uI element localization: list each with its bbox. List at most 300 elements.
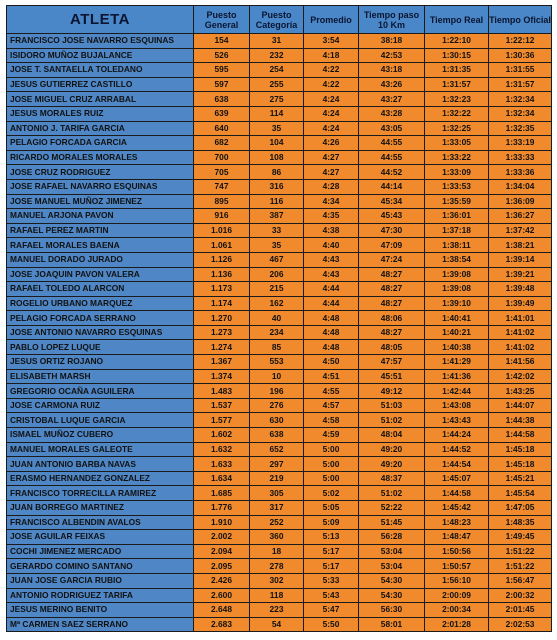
table-row bbox=[7, 486, 552, 501]
official-time-cell: 1:31:55 bbox=[489, 63, 552, 78]
athlete-name-cell: JOSE CARMONA RUIZ bbox=[7, 398, 194, 413]
category-position-cell: 302 bbox=[250, 573, 304, 588]
category-position-cell: 275 bbox=[250, 92, 304, 107]
average-pace-cell: 3:54 bbox=[304, 34, 359, 49]
official-time-cell: 1:41:02 bbox=[489, 340, 552, 355]
average-pace-cell: 4:48 bbox=[304, 325, 359, 340]
table-row bbox=[7, 223, 552, 238]
category-position-cell: 31 bbox=[250, 34, 304, 49]
athlete-name-cell: JESUS GUTIERREZ CASTILLO bbox=[7, 77, 194, 92]
split-time-cell: 43:18 bbox=[359, 63, 425, 78]
general-position-cell: 2.002 bbox=[194, 530, 250, 545]
table-row bbox=[7, 398, 552, 413]
real-time-cell: 1:39:10 bbox=[425, 296, 489, 311]
average-pace-cell: 4:57 bbox=[304, 398, 359, 413]
general-position-cell: 1.136 bbox=[194, 267, 250, 282]
real-time-cell: 1:35:59 bbox=[425, 194, 489, 209]
average-pace-cell: 5:47 bbox=[304, 603, 359, 618]
average-pace-cell: 4:50 bbox=[304, 355, 359, 370]
general-position-cell: 1.632 bbox=[194, 442, 250, 457]
official-time-cell: 1:42:02 bbox=[489, 369, 552, 384]
real-time-cell: 1:56:10 bbox=[425, 573, 489, 588]
category-position-cell: 116 bbox=[250, 194, 304, 209]
table-row bbox=[7, 603, 552, 618]
split-time-cell: 54:30 bbox=[359, 588, 425, 603]
table-row bbox=[7, 530, 552, 545]
real-time-cell: 1:44:54 bbox=[425, 457, 489, 472]
table-row bbox=[7, 515, 552, 530]
general-position-cell: 1.483 bbox=[194, 384, 250, 399]
athlete-name-cell: JOSE CRUZ RODRIGUEZ bbox=[7, 165, 194, 180]
general-position-cell: 1.776 bbox=[194, 501, 250, 516]
category-position-cell: 387 bbox=[250, 209, 304, 224]
table-row bbox=[7, 267, 552, 282]
official-time-cell: 1:47:05 bbox=[489, 501, 552, 516]
table-row bbox=[7, 573, 552, 588]
category-position-cell: 219 bbox=[250, 471, 304, 486]
official-time-cell: 2:00:32 bbox=[489, 588, 552, 603]
average-pace-cell: 5:33 bbox=[304, 573, 359, 588]
category-position-cell: 33 bbox=[250, 223, 304, 238]
split-time-cell: 48:27 bbox=[359, 267, 425, 282]
general-position-cell: 916 bbox=[194, 209, 250, 224]
athlete-name-cell: ERASMO HERNANDEZ GONZALEZ bbox=[7, 471, 194, 486]
results-table bbox=[6, 5, 552, 632]
split-time-cell: 51:45 bbox=[359, 515, 425, 530]
average-pace-cell: 4:55 bbox=[304, 384, 359, 399]
general-position-cell: 1.273 bbox=[194, 325, 250, 340]
real-time-cell: 1:33:05 bbox=[425, 136, 489, 151]
athlete-name-cell: JOSE RAFAEL NAVARRO ESQUINAS bbox=[7, 179, 194, 194]
official-time-cell: 1:48:35 bbox=[489, 515, 552, 530]
average-pace-cell: 4:34 bbox=[304, 194, 359, 209]
table-row bbox=[7, 165, 552, 180]
official-time-cell: 1:32:35 bbox=[489, 121, 552, 136]
split-time-cell: 54:30 bbox=[359, 573, 425, 588]
average-pace-cell: 4:59 bbox=[304, 428, 359, 443]
athlete-name-cell: PELAGIO FORCADA GARCIA bbox=[7, 136, 194, 151]
general-position-cell: 2.683 bbox=[194, 617, 250, 632]
general-position-cell: 639 bbox=[194, 106, 250, 121]
athlete-name-cell: Mª CARMEN SAEZ SERRANO bbox=[7, 617, 194, 632]
athlete-name-cell: JUAN JOSE GARCIA RUBIO bbox=[7, 573, 194, 588]
split-time-cell: 47:09 bbox=[359, 238, 425, 253]
real-time-cell: 1:36:01 bbox=[425, 209, 489, 224]
athlete-name-cell: RICARDO MORALES MORALES bbox=[7, 150, 194, 165]
official-time-cell: 1:39:21 bbox=[489, 267, 552, 282]
category-position-cell: 254 bbox=[250, 63, 304, 78]
split-time-cell: 51:03 bbox=[359, 398, 425, 413]
table-row bbox=[7, 559, 552, 574]
split-time-cell: 51:02 bbox=[359, 486, 425, 501]
table-row bbox=[7, 325, 552, 340]
athlete-name-cell: RAFAEL PEREZ MARTIN bbox=[7, 223, 194, 238]
real-time-cell: 1:32:22 bbox=[425, 106, 489, 121]
table-row bbox=[7, 369, 552, 384]
average-pace-cell: 4:27 bbox=[304, 165, 359, 180]
table-row bbox=[7, 209, 552, 224]
average-pace-cell: 4:44 bbox=[304, 282, 359, 297]
average-pace-cell: 4:51 bbox=[304, 369, 359, 384]
general-position-cell: 1.577 bbox=[194, 413, 250, 428]
official-time-cell: 1:51:22 bbox=[489, 544, 552, 559]
official-time-cell: 1:30:36 bbox=[489, 48, 552, 63]
split-time-cell: 49:20 bbox=[359, 457, 425, 472]
average-pace-cell: 5:02 bbox=[304, 486, 359, 501]
category-position-cell: 278 bbox=[250, 559, 304, 574]
official-time-cell: 1:36:09 bbox=[489, 194, 552, 209]
athlete-column-header: ATLETA bbox=[7, 6, 194, 34]
real-time-cell: 1:45:42 bbox=[425, 501, 489, 516]
general-position-cell: 2.648 bbox=[194, 603, 250, 618]
athlete-name-cell: JESUS ORTIZ ROJANO bbox=[7, 355, 194, 370]
split-time-cell: 56:30 bbox=[359, 603, 425, 618]
real-time-cell: 1:32:23 bbox=[425, 92, 489, 107]
general-position-cell: 700 bbox=[194, 150, 250, 165]
split-time-cell: 45:51 bbox=[359, 369, 425, 384]
category-position-cell: 118 bbox=[250, 588, 304, 603]
general-position-cell: 1.633 bbox=[194, 457, 250, 472]
category-position-cell: 54 bbox=[250, 617, 304, 632]
category-position-cell: 223 bbox=[250, 603, 304, 618]
real-time-cell: 1:48:23 bbox=[425, 515, 489, 530]
split-time-cell: 48:27 bbox=[359, 282, 425, 297]
athlete-name-cell: ANTONIO J. TARIFA GARCIA bbox=[7, 121, 194, 136]
athlete-name-cell: FRANCISCO JOSE NAVARRO ESQUINAS bbox=[7, 34, 194, 49]
average-pace-cell: 4:26 bbox=[304, 136, 359, 151]
table-row bbox=[7, 92, 552, 107]
general-position-cell: 1.367 bbox=[194, 355, 250, 370]
table-row bbox=[7, 150, 552, 165]
average-pace-cell: 4:43 bbox=[304, 252, 359, 267]
table-row bbox=[7, 413, 552, 428]
general-position-cell: 597 bbox=[194, 77, 250, 92]
real-time-cell: 1:42:44 bbox=[425, 384, 489, 399]
table-row bbox=[7, 34, 552, 49]
official-time-cell: 1:31:57 bbox=[489, 77, 552, 92]
table-row bbox=[7, 544, 552, 559]
real-time-cell: 1:31:35 bbox=[425, 63, 489, 78]
real-time-cell: 1:43:43 bbox=[425, 413, 489, 428]
category-position-cell: 35 bbox=[250, 238, 304, 253]
table-row bbox=[7, 282, 552, 297]
split-time-cell: 43:05 bbox=[359, 121, 425, 136]
general-position-cell: 154 bbox=[194, 34, 250, 49]
athlete-name-cell: MANUEL MORALES GALEOTE bbox=[7, 442, 194, 457]
split-time-cell: 47:57 bbox=[359, 355, 425, 370]
table-row bbox=[7, 121, 552, 136]
athlete-name-cell: ROGELIO URBANO MARQUEZ bbox=[7, 296, 194, 311]
real-time-cell: 1:33:53 bbox=[425, 179, 489, 194]
athlete-name-cell: PABLO LOPEZ LUQUE bbox=[7, 340, 194, 355]
athlete-name-cell: JOSE AGUILAR FEIXAS bbox=[7, 530, 194, 545]
general-position-cell: 895 bbox=[194, 194, 250, 209]
average-pace-cell: 4:35 bbox=[304, 209, 359, 224]
athlete-name-cell: JOSE T. SANTAELLA TOLEDANO bbox=[7, 63, 194, 78]
split-time-column-header: Tiempo paso 10 Km bbox=[359, 6, 425, 34]
official-time-cell: 1:39:14 bbox=[489, 252, 552, 267]
table-row bbox=[7, 340, 552, 355]
official-time-cell: 1:39:49 bbox=[489, 296, 552, 311]
average-column-header: Promedio bbox=[304, 6, 359, 34]
official-time-cell: 2:01:45 bbox=[489, 603, 552, 618]
average-pace-cell: 5:05 bbox=[304, 501, 359, 516]
general-position-cell: 1.634 bbox=[194, 471, 250, 486]
table-row bbox=[7, 106, 552, 121]
general-position-cell: 682 bbox=[194, 136, 250, 151]
category-position-cell: 638 bbox=[250, 428, 304, 443]
official-time-cell: 1:45:18 bbox=[489, 442, 552, 457]
table-row bbox=[7, 63, 552, 78]
category-position-cell: 40 bbox=[250, 311, 304, 326]
general-position-cell: 1.174 bbox=[194, 296, 250, 311]
general-position-cell: 1.685 bbox=[194, 486, 250, 501]
average-pace-cell: 4:24 bbox=[304, 121, 359, 136]
athlete-name-cell: GERARDO COMINO SANTANO bbox=[7, 559, 194, 574]
table-row bbox=[7, 442, 552, 457]
split-time-cell: 45:43 bbox=[359, 209, 425, 224]
split-time-cell: 49:12 bbox=[359, 384, 425, 399]
official-time-cell: 1:34:04 bbox=[489, 179, 552, 194]
real-time-cell: 1:38:54 bbox=[425, 252, 489, 267]
split-time-cell: 44:14 bbox=[359, 179, 425, 194]
real-time-cell: 1:43:08 bbox=[425, 398, 489, 413]
average-pace-cell: 4:48 bbox=[304, 311, 359, 326]
split-time-cell: 58:01 bbox=[359, 617, 425, 632]
real-time-cell: 1:37:18 bbox=[425, 223, 489, 238]
official-time-cell: 1:51:22 bbox=[489, 559, 552, 574]
split-time-cell: 48:04 bbox=[359, 428, 425, 443]
real-time-cell: 1:45:07 bbox=[425, 471, 489, 486]
general-position-cell: 1.274 bbox=[194, 340, 250, 355]
general-position-cell: 1.270 bbox=[194, 311, 250, 326]
general-position-cell: 1.910 bbox=[194, 515, 250, 530]
average-pace-cell: 4:48 bbox=[304, 340, 359, 355]
official-time-cell: 1:45:21 bbox=[489, 471, 552, 486]
official-time-cell: 1:44:58 bbox=[489, 428, 552, 443]
general-position-cell: 1.173 bbox=[194, 282, 250, 297]
split-time-cell: 43:26 bbox=[359, 77, 425, 92]
official-time-cell: 1:32:34 bbox=[489, 92, 552, 107]
category-position-cell: 108 bbox=[250, 150, 304, 165]
official-time-cell: 1:49:45 bbox=[489, 530, 552, 545]
average-pace-cell: 4:44 bbox=[304, 296, 359, 311]
category-position-cell: 652 bbox=[250, 442, 304, 457]
category-position-cell: 215 bbox=[250, 282, 304, 297]
category-position-cell: 35 bbox=[250, 121, 304, 136]
general-position-cell: 1.126 bbox=[194, 252, 250, 267]
official-time-cell: 1:33:33 bbox=[489, 150, 552, 165]
official-time-cell: 1:43:25 bbox=[489, 384, 552, 399]
general-position-column-header: Puesto General bbox=[194, 6, 250, 34]
category-position-cell: 255 bbox=[250, 77, 304, 92]
general-position-cell: 2.095 bbox=[194, 559, 250, 574]
split-time-cell: 44:52 bbox=[359, 165, 425, 180]
general-position-cell: 2.094 bbox=[194, 544, 250, 559]
general-position-cell: 1.061 bbox=[194, 238, 250, 253]
real-time-cell: 1:31:57 bbox=[425, 77, 489, 92]
general-position-cell: 705 bbox=[194, 165, 250, 180]
real-time-cell: 1:44:52 bbox=[425, 442, 489, 457]
athlete-name-cell: JOSE JOAQUIN PAVON VALERA bbox=[7, 267, 194, 282]
category-position-cell: 297 bbox=[250, 457, 304, 472]
category-position-cell: 86 bbox=[250, 165, 304, 180]
table-row bbox=[7, 238, 552, 253]
general-position-cell: 1.374 bbox=[194, 369, 250, 384]
real-time-column-header: Tiempo Real bbox=[425, 6, 489, 34]
athlete-name-cell: MANUEL ARJONA PAVON bbox=[7, 209, 194, 224]
split-time-cell: 43:27 bbox=[359, 92, 425, 107]
average-pace-cell: 4:28 bbox=[304, 179, 359, 194]
real-time-cell: 1:44:24 bbox=[425, 428, 489, 443]
real-time-cell: 1:32:25 bbox=[425, 121, 489, 136]
split-time-cell: 44:55 bbox=[359, 136, 425, 151]
category-position-cell: 305 bbox=[250, 486, 304, 501]
split-time-cell: 48:05 bbox=[359, 340, 425, 355]
table-row bbox=[7, 428, 552, 443]
header-row bbox=[7, 6, 552, 34]
category-position-cell: 360 bbox=[250, 530, 304, 545]
table-row bbox=[7, 179, 552, 194]
category-position-column-header: Puesto Categoría bbox=[250, 6, 304, 34]
category-position-cell: 10 bbox=[250, 369, 304, 384]
split-time-cell: 42:53 bbox=[359, 48, 425, 63]
average-pace-cell: 4:40 bbox=[304, 238, 359, 253]
real-time-cell: 1:40:21 bbox=[425, 325, 489, 340]
category-position-cell: 114 bbox=[250, 106, 304, 121]
average-pace-cell: 4:24 bbox=[304, 92, 359, 107]
split-time-cell: 48:37 bbox=[359, 471, 425, 486]
average-pace-cell: 4:27 bbox=[304, 150, 359, 165]
official-time-cell: 1:44:38 bbox=[489, 413, 552, 428]
average-pace-cell: 5:00 bbox=[304, 442, 359, 457]
category-position-cell: 104 bbox=[250, 136, 304, 151]
official-time-cell: 2:02:53 bbox=[489, 617, 552, 632]
split-time-cell: 48:27 bbox=[359, 296, 425, 311]
split-time-cell: 49:20 bbox=[359, 442, 425, 457]
table-row bbox=[7, 355, 552, 370]
real-time-cell: 1:39:08 bbox=[425, 282, 489, 297]
athlete-name-cell: PELAGIO FORCADA SERRANO bbox=[7, 311, 194, 326]
real-time-cell: 2:01:28 bbox=[425, 617, 489, 632]
athlete-name-cell: JUAN BORREGO MARTINEZ bbox=[7, 501, 194, 516]
real-time-cell: 1:50:57 bbox=[425, 559, 489, 574]
athlete-name-cell: ISIDORO MUÑOZ BUJALANCE bbox=[7, 48, 194, 63]
split-time-cell: 47:30 bbox=[359, 223, 425, 238]
official-time-column-header: Tiempo Oficial bbox=[489, 6, 552, 34]
athlete-name-cell: JOSE MIGUEL CRUZ ARRABAL bbox=[7, 92, 194, 107]
athlete-name-cell: MANUEL DORADO JURADO bbox=[7, 252, 194, 267]
athlete-name-cell: ELISABETH MARSH bbox=[7, 369, 194, 384]
table-row bbox=[7, 48, 552, 63]
real-time-cell: 1:33:09 bbox=[425, 165, 489, 180]
category-position-cell: 467 bbox=[250, 252, 304, 267]
split-time-cell: 53:04 bbox=[359, 559, 425, 574]
real-time-cell: 1:41:29 bbox=[425, 355, 489, 370]
real-time-cell: 1:30:15 bbox=[425, 48, 489, 63]
category-position-cell: 252 bbox=[250, 515, 304, 530]
general-position-cell: 1.537 bbox=[194, 398, 250, 413]
category-position-cell: 162 bbox=[250, 296, 304, 311]
table-row bbox=[7, 194, 552, 209]
average-pace-cell: 5:17 bbox=[304, 559, 359, 574]
average-pace-cell: 5:09 bbox=[304, 515, 359, 530]
table-row bbox=[7, 296, 552, 311]
average-pace-cell: 4:22 bbox=[304, 77, 359, 92]
official-time-cell: 1:45:54 bbox=[489, 486, 552, 501]
official-time-cell: 1:37:42 bbox=[489, 223, 552, 238]
official-time-cell: 1:44:07 bbox=[489, 398, 552, 413]
athlete-name-cell: GREGORIO OCAÑA AGUILERA bbox=[7, 384, 194, 399]
split-time-cell: 47:24 bbox=[359, 252, 425, 267]
table-row bbox=[7, 384, 552, 399]
category-position-cell: 85 bbox=[250, 340, 304, 355]
athlete-name-cell: FRANCISCO TORRECILLA RAMIREZ bbox=[7, 486, 194, 501]
results-body bbox=[7, 34, 552, 632]
split-time-cell: 51:02 bbox=[359, 413, 425, 428]
average-pace-cell: 4:58 bbox=[304, 413, 359, 428]
category-position-cell: 553 bbox=[250, 355, 304, 370]
official-time-cell: 1:33:19 bbox=[489, 136, 552, 151]
general-position-cell: 2.426 bbox=[194, 573, 250, 588]
general-position-cell: 595 bbox=[194, 63, 250, 78]
table-row bbox=[7, 252, 552, 267]
real-time-cell: 1:40:38 bbox=[425, 340, 489, 355]
average-pace-cell: 4:24 bbox=[304, 106, 359, 121]
official-time-cell: 1:41:56 bbox=[489, 355, 552, 370]
split-time-cell: 48:06 bbox=[359, 311, 425, 326]
average-pace-cell: 5:50 bbox=[304, 617, 359, 632]
athlete-name-cell: JOSE ANTONIO NAVARRO ESQUINAS bbox=[7, 325, 194, 340]
split-time-cell: 38:18 bbox=[359, 34, 425, 49]
official-time-cell: 1:32:34 bbox=[489, 106, 552, 121]
table-row bbox=[7, 77, 552, 92]
split-time-cell: 44:55 bbox=[359, 150, 425, 165]
split-time-cell: 45:34 bbox=[359, 194, 425, 209]
athlete-name-cell: RAFAEL MORALES BAENA bbox=[7, 238, 194, 253]
category-position-cell: 196 bbox=[250, 384, 304, 399]
athlete-name-cell: COCHI JIMENEZ MERCADO bbox=[7, 544, 194, 559]
average-pace-cell: 4:38 bbox=[304, 223, 359, 238]
general-position-cell: 638 bbox=[194, 92, 250, 107]
split-time-cell: 43:28 bbox=[359, 106, 425, 121]
average-pace-cell: 5:17 bbox=[304, 544, 359, 559]
general-position-cell: 747 bbox=[194, 179, 250, 194]
average-pace-cell: 5:13 bbox=[304, 530, 359, 545]
official-time-cell: 1:41:02 bbox=[489, 325, 552, 340]
official-time-cell: 1:56:47 bbox=[489, 573, 552, 588]
general-position-cell: 640 bbox=[194, 121, 250, 136]
general-position-cell: 526 bbox=[194, 48, 250, 63]
athlete-name-cell: ANTONIO RODRIGUEZ TARIFA bbox=[7, 588, 194, 603]
real-time-cell: 1:41:36 bbox=[425, 369, 489, 384]
average-pace-cell: 4:18 bbox=[304, 48, 359, 63]
average-pace-cell: 5:00 bbox=[304, 457, 359, 472]
general-position-cell: 2.600 bbox=[194, 588, 250, 603]
athlete-name-cell: JESUS MERINO BENITO bbox=[7, 603, 194, 618]
athlete-name-cell: JOSE MANUEL MUÑOZ JIMENEZ bbox=[7, 194, 194, 209]
real-time-cell: 2:00:09 bbox=[425, 588, 489, 603]
real-time-cell: 1:50:56 bbox=[425, 544, 489, 559]
official-time-cell: 1:36:27 bbox=[489, 209, 552, 224]
athlete-name-cell: FRANCISCO ALBENDIN AVALOS bbox=[7, 515, 194, 530]
split-time-cell: 52:22 bbox=[359, 501, 425, 516]
average-pace-cell: 4:22 bbox=[304, 63, 359, 78]
category-position-cell: 276 bbox=[250, 398, 304, 413]
category-position-cell: 206 bbox=[250, 267, 304, 282]
table-row bbox=[7, 457, 552, 472]
athlete-name-cell: ISMAEL MUÑOZ CUBERO bbox=[7, 428, 194, 443]
